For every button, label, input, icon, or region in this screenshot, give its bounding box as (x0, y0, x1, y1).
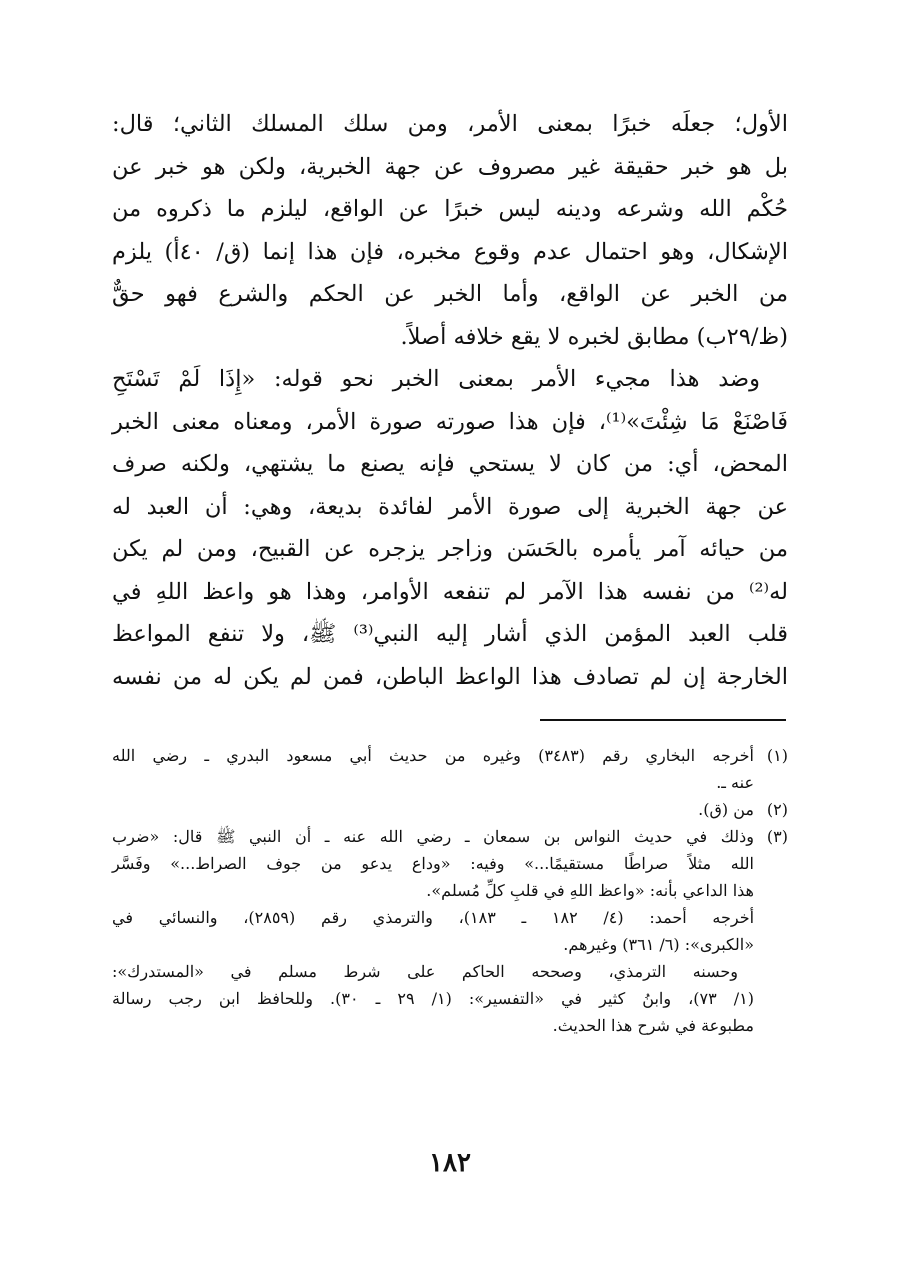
footnotes (112, 742, 788, 1039)
footnote-text: من (ق). (698, 800, 754, 819)
text-line: فَاصْنَعْ مَا شِئْتَ»⁽¹⁾، فإن هذا صورته صورة الأمر، ومعناه معنى الخبر (112, 408, 788, 435)
text-line: وضد هذا مجيء الأمر بمعنى الخبر نحو قوله: «إِذَا لَمْ تَسْتَحِ (112, 366, 760, 392)
footnote-text: أخرجه البخاري رقم (٣٤٨٣) وغيره من حديث أبي مسعود البدري ـ رضي الله (112, 746, 754, 765)
footnote-line: (١/ ٧٣)، وابنُ كثير في «التفسير»: (١/ ٢٩ ـ ٣٠). وللحافظ ابن رجب رسالة (112, 989, 755, 1008)
text-line: بل هو خبر حقيقة غير مصروف عن جهة الخبرية، ولكن هو خبر عن (112, 153, 788, 180)
text-line: الإشكال، وهو احتمال عدم وقوع مخبره، فإن هذا إنما (ق/ ٤٠أ) يلزم (112, 238, 788, 265)
page-number: ١٨٢ (429, 1148, 471, 1178)
text-line: له⁽²⁾ من نفسه هذا الآمر لم تنفعه الأوامر، وهذا هو واعظ اللهِ في (112, 578, 788, 605)
footnote-number: (٢) (766, 800, 788, 819)
footnote-line: الله مثلاً صراطًا مستقيمًا...» وفيه: «وداع يدعو من جوف الصراط...» وفَسَّر (112, 854, 754, 873)
text-line: الأول؛ جعلَه خبرًا بمعنى الأمر، ومن سلك المسلك الثاني؛ قال: (112, 111, 788, 137)
footnote-line: أخرجه أحمد: (٤/ ١٨٢ ـ ١٨٣)، والترمذي رقم (٢٨٥٩)، والنسائي في (112, 908, 755, 927)
footnote-line: وحسنه الترمذي، وصححه الحاكم على شرط مسلم في «المستدرك»: (112, 962, 738, 981)
text-line: الخارجة إن لم تصادف هذا الواعظ الباطن، فمن لم يكن له من نفسه (112, 663, 788, 690)
footnote-separator (540, 719, 786, 721)
footnote-line (112, 796, 788, 823)
text-line: من حيائه آمر يأمره بالحَسَن وزاجر يزجره عن القبيح، ومن لم يكن (112, 536, 788, 562)
text-line: من الخبر عن الواقع، وأما الخبر عن الحكم والشرع فهو حقٌّ (112, 281, 788, 307)
text-line: (ظ/٢٩ب) مطابق لخبره لا يقع خلافه أصلاً. (400, 323, 788, 350)
footnote-line: «الكبرى»: (٦/ ٣٦١) وغيرهم. (563, 935, 754, 954)
footnote-number: (١) (766, 746, 788, 765)
footnote-line (112, 823, 788, 850)
text-line: حُكْم الله وشرعه ودينه ليس خبرًا عن الواقع، ليلزم ما ذكروه من (112, 196, 788, 222)
footnote-line: عنه ـ. (716, 773, 754, 792)
text-line: المحض، أي: من كان لا يستحي فإنه يصنع ما يشتهي، ولكنه صرف (112, 451, 788, 477)
main-text (112, 103, 788, 698)
text-line: عن جهة الخبرية إلى صورة الأمر لفائدة بديعة، وهي: أن العبد له (112, 493, 788, 520)
footnote-line: هذا الداعي بأنه: «واعظ اللهِ في قلبِ كلِّ مُسلم». (426, 881, 754, 900)
footnote-line: مطبوعة في شرح هذا الحديث. (552, 1016, 754, 1035)
footnote-text: وذلك في حديث النواس بن سمعان ـ رضي الله عنه ـ أن النبي ﷺ قال: «ضرب (112, 827, 754, 846)
footnote-line (112, 742, 788, 769)
text-line: قلب العبد المؤمن الذي أشار إليه النبي⁽³⁾ ﷺ، ولا تنفع المواعظ (112, 621, 788, 647)
footnote-number: (٣) (766, 827, 788, 846)
